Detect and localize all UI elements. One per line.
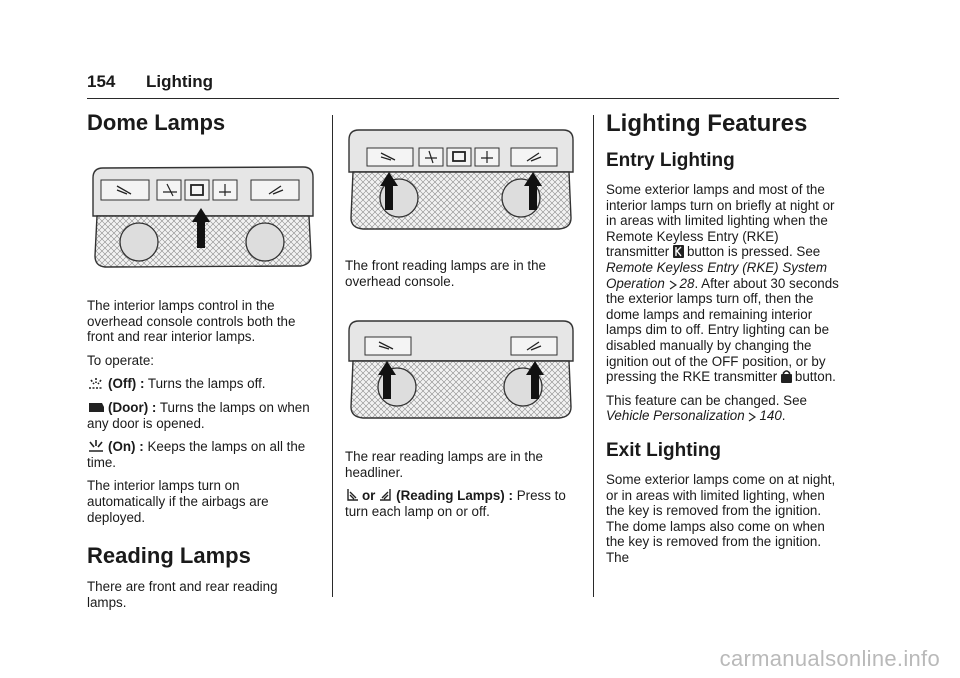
rke-page-ref[interactable]: 28 [679, 275, 695, 291]
page-ref-icon [669, 280, 677, 290]
page-number: 154 [87, 72, 116, 91]
reading-lamp-right-icon [379, 488, 393, 502]
exit-lighting-heading: Exit Lighting [606, 439, 722, 461]
off-entry [87, 376, 319, 392]
reading-lamps-heading: Reading Lamps [87, 543, 251, 569]
door-label: (Door) : [108, 399, 157, 415]
middle-column [345, 128, 580, 528]
column-divider-left [332, 115, 333, 597]
right-column [606, 110, 842, 573]
entry-text-2: button is pressed. See [686, 244, 821, 260]
personalization-text: This feature can be changed. See [606, 392, 807, 408]
lock-icon [781, 370, 792, 383]
header-rule [87, 98, 839, 99]
on-entry [87, 439, 319, 470]
dome-lamps-heading: Dome Lamps [87, 110, 226, 135]
reading-lamp-left-icon [345, 488, 359, 502]
personalization-page-ref[interactable]: 140 [759, 408, 782, 424]
lamp-door-icon [87, 400, 105, 414]
dome-lamp-control-illustration [87, 164, 319, 274]
or-text: or [362, 488, 376, 504]
period: . [781, 408, 786, 424]
front-caption: The front reading lamps are in the overhead console. [345, 258, 546, 289]
column-divider-right [593, 115, 594, 597]
paragraph: There are front and rear reading lamps. [87, 579, 278, 610]
lamp-on-icon [87, 439, 105, 453]
personalization-paragraph [606, 393, 842, 424]
entry-text-1: Some exterior lamps and most of the interior lamps turn on briefly at night or in areas with limited lighting when the Remote Keyless Entry (RKE) transmitter [606, 182, 835, 260]
left-column [87, 110, 319, 618]
door-text: Turns the lamps on when any door is opened. [87, 399, 310, 431]
entry-lighting-heading: Entry Lighting [606, 150, 735, 171]
entry-lighting-paragraph [606, 182, 842, 385]
paragraph: The interior lamps turn on automatically if the airbags are deployed. [87, 478, 269, 525]
off-label: (Off) : [108, 376, 145, 392]
unlock-key-icon [673, 245, 684, 258]
on-text: Keeps the lamps on all the time. [87, 439, 306, 470]
door-entry [87, 400, 319, 431]
lighting-features-heading: Lighting Features [606, 110, 808, 137]
lamp-off-icon [87, 376, 105, 390]
paragraph: The interior lamps control in the overhead console controls both the front and rear interior lamps. [87, 298, 296, 345]
reading-lamps-label: (Reading Lamps) : [396, 488, 513, 504]
exit-lighting-paragraph: Some exterior lamps come on at night, or in areas with limited lighting, when the key is removed from the ignition. The dome lamps also come on when the key is removed from the ignition. The [606, 471, 836, 565]
page-header-title: Lighting [146, 72, 214, 91]
reading-lamps-text: Press to turn each lamp on or off. [345, 488, 566, 519]
front-reading-lamps-illustration [345, 128, 577, 232]
watermark: carmanualsonline.info [719, 646, 940, 671]
entry-text-3: . After about 30 seconds the exterior lamps turn off, then the dome lamps and remaining interior lamps dim to off. Entry lighting can be disabled manually by changing the ignition out of the OFF position, or by pressing the RKE transmitter [606, 275, 839, 385]
entry-text-4: button. [794, 369, 836, 385]
vehicle-personalization-link[interactable]: Vehicle Personalization [606, 408, 745, 424]
rke-link[interactable]: Remote Keyless Entry (RKE) System Operation [606, 259, 828, 291]
reading-lamps-entry [345, 488, 580, 519]
on-label: (On) : [108, 439, 144, 455]
paragraph: To operate: [87, 352, 154, 368]
page-ref-icon [748, 412, 756, 422]
off-text: Turns the lamps off. [147, 376, 266, 392]
rear-reading-lamps-illustration [345, 319, 577, 423]
rear-caption: The rear reading lamps are in the headliner. [345, 449, 543, 480]
